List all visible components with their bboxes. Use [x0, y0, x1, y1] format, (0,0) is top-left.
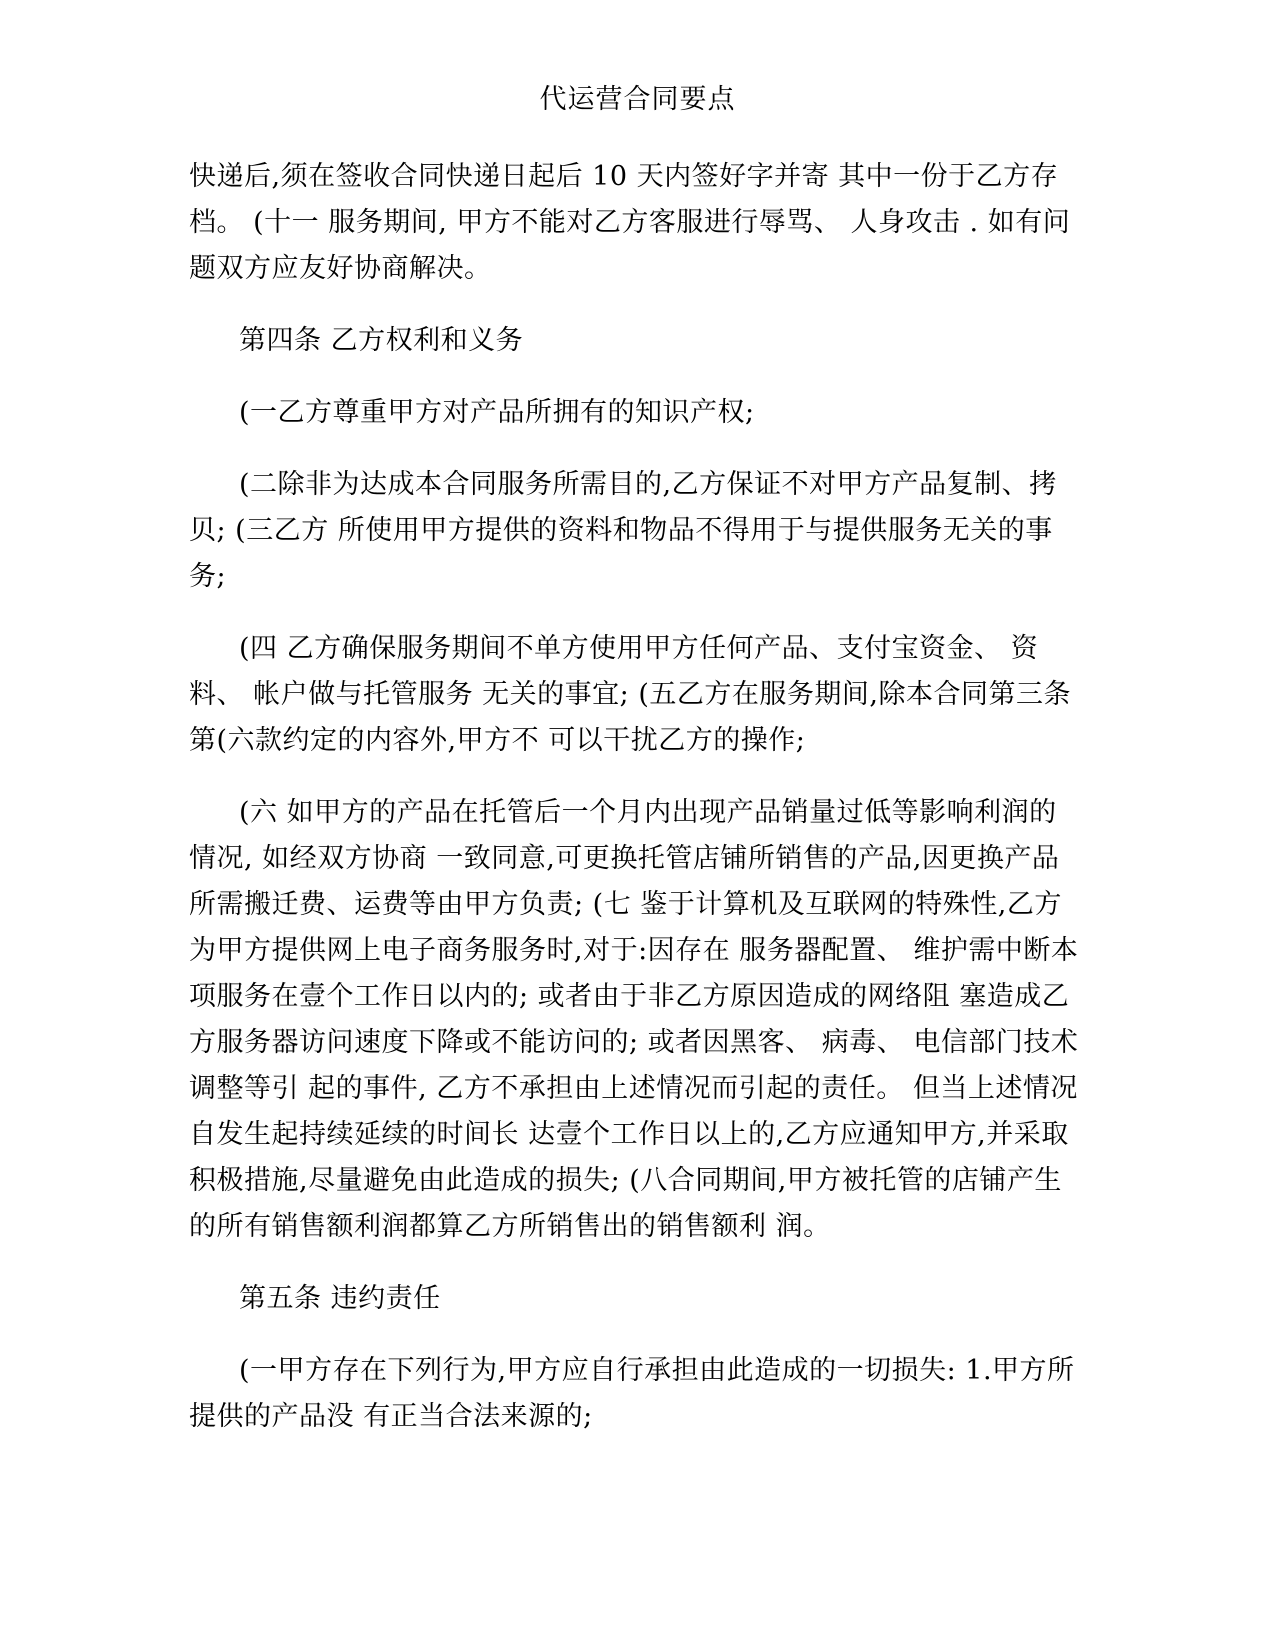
paragraph-5-1: (一甲方存在下列行为,甲方应自行承担由此造成的一切损失: 1.甲方所提供的产品没 有正当合法来源的;: [189, 1355, 1075, 1432]
section-heading-article-5: 第五条 违约责任: [239, 1283, 441, 1314]
paragraph-4-4-5: (四 乙方确保服务期间不单方使用甲方任何产品、支付宝资金、 资料、 帐户做与托管服务 无关的事宜; (五乙方在服务期间,除本合同第三条第(六款约定的内容外,甲方不 可以干扰乙方的操作;: [189, 633, 1071, 756]
paragraph-4-1: (一乙方尊重甲方对产品所拥有的知识产权;: [239, 397, 755, 428]
section-heading-article-4: 第四条 乙方权利和义务: [239, 325, 524, 356]
document-title: 代运营合同要点: [539, 84, 736, 115]
document-body: [189, 154, 1084, 1466]
paragraph-4-6-7-8: (六 如甲方的产品在托管后一个月内出现产品销量过低等影响利润的情况, 如经双方协商 一致同意,可更换托管店铺所销售的产品,因更换产品所需搬迁费、运费等由甲方负责; (七 鉴于计算机及互联网的特殊性,乙方为甲方提供网上电子商务服务时,对于:因存在 服务器配置、 维护需中断本项服务在壹个工作日以内的; 或者由于非乙方原因造成的网络阻 塞造成乙方服务器访问速度下降或不能访问的; 或者因黑客、 病毒、 电信部门技术调整等引 起的事件, 乙方不承担由上述情况而引起的责任。 但当上述情况自发生起持续延续的时间长 达壹个工作日以上的,乙方应通知甲方,并采取积极措施,尽量避免由此造成的损失; (八合同期间,甲方被托管的店铺产生的所有销售额利润都算乙方所销售出的销售额利 润。: [189, 797, 1079, 1242]
paragraph-continuation: 快递后,须在签收合同快递日起后 10 天内签好字并寄 其中一份于乙方存档。 (十一 服务期间, 甲方不能对乙方客服进行辱骂、 人身攻击 . 如有问题双方应友好协商解决。: [189, 161, 1071, 284]
paragraph-4-2-3: (二除非为达成本合同服务所需目的,乙方保证不对甲方产品复制、拷贝; (三乙方 所使用甲方提供的资料和物品不得用于与提供服务无关的事务;: [189, 469, 1057, 592]
